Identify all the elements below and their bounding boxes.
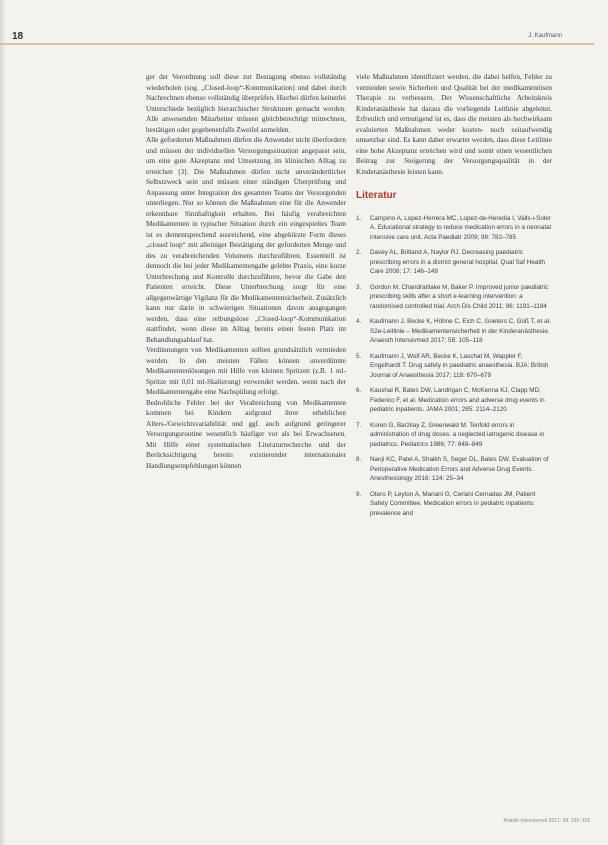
- reference-number: 4.: [356, 318, 362, 325]
- running-head: J. Kaufmann: [528, 33, 562, 39]
- body-paragraph: viele Maßnahmen identifiziert werden, die dabei helfen, Fehler zu vermeiden sowie Sicherheit und Qualität bei der medikamentösen Therapie zu verbessern. Der Wissenschaftliche Arbeitskreis Kinderanästhesie hat daraus die vorliegende Leitlinie abgeleitet. Erfreulich und ermutigend ist es, dass die meisten als hochwirksam evaluierten Maßnahmen weder kosten- noch zeitaufwendig umsetzbar sind. Es kann daher erwartet werden, dass diese Leitlinie eine hohe Akzeptanz erreichen wird und somit einen wesentlichen Beitrag zur Steigerung der Versorgungsqualität in der Kinderanästhesie leisten kann.: [356, 73, 552, 176]
- reference-item: [356, 386, 552, 415]
- reference-text: Koren G, Barzilay Z, Greenwald M. Tenfold errors in administration of drug doses: a neglected iatrogenic disease in pediatrics. Pediatrics 1986; 77: 848–849: [370, 421, 545, 448]
- reference-text: Davey AL, Britland A, Naylor RJ. Decreasing paediatric prescribing errors in a district general hospital. Qual Saf Health Care 2008; 17: 146–149: [370, 249, 545, 275]
- reference-list: [356, 214, 552, 519]
- reference-item: [356, 455, 552, 484]
- reference-item: [356, 317, 552, 346]
- reference-number: 1.: [356, 214, 362, 222]
- reference-item: [356, 490, 552, 519]
- reference-text: Otero P, Leyton A, Mariani G, Ceriani Cernadas JM, Patient Safety Committee. Medication errors in pediatric inpatients: prevalence and: [370, 490, 536, 517]
- reference-number: 5.: [356, 352, 362, 360]
- page-gutter-shadow: [0, 0, 6, 845]
- right-column: [356, 72, 552, 524]
- reference-number: 8.: [356, 456, 362, 463]
- page-footer: Anästh Intensivmed 2017; 58: 105–118: [503, 818, 590, 824]
- reference-text: Kaushal R, Bates DW, Landrigan C, McKenna KJ, Clapp MD, Federico F, et al. Medication errors and adverse drug events in pediatric inpatients. JAMA 2001; 285: 2114–2120: [370, 387, 545, 413]
- body-paragraph: Alle geforderten Maßnahmen dürfen die Anwender nicht überfordern und müssen der individuellen Versorgungssituation angepasst sein, um eine gute Akzeptanz und Umsetzung im klinischen Alltag zu erreichen [3]. Die Maßnahmen dürfen nicht unverändertlicher Selbstzweck sein und müssen einer ständigen Überprüfung und Anpassung unter Integration des gesamten Teams der Versorgenden unterliegen. Nur so können die Maßnahmen eine für die Anwender erkennbare Sinnhaftigkeit erhalten. Bei häufig verabreichten Medikamenten in typischer Situation durch ein eingespieltes Team ist es dementsprechend ausreichend, eine abgekürzte Form dieses „closed loop“ mit alleiniger Bestätigung der geforderten Menge und des zu verabreichenden Volumens durchzuführen. Essentiell ist dennoch die bei jeder Medikamentengabe gelebte Praxis, eine kurze Unterbrechung und Kontrolle durchzuführen, bevor die Gabe den Patienten erreicht. Diese Unterbrechung sorgt für eine allgegenwärtige Vigilanz für die Medikamentensicherheit. Zusätzlich kann nur darin in schwierigen Situationen davon ausgegangen werden, dass eine reibungslose „Closed-loop“-Kommunikation stattfindet, wenn diese im Alltag bereits einen festen Platz im Behandlungsablauf hat.: [146, 136, 346, 344]
- reference-number: 2.: [356, 249, 362, 256]
- page-number: 18: [12, 31, 24, 42]
- section-heading-literatur: Literatur: [356, 190, 397, 201]
- reference-item: [356, 214, 552, 243]
- body-paragraph: Verdünnungen von Medikamenten sollten grundsätzlich vermieden werden. In den meisten Fällen können unverdünnte Medikamentenlösungen mit Hilfe von kleinen Spritzen (z.B. 1 ml-Spritze mit 0,01 ml-Skalierung) verwendet werden, wenn nach der Medikamentengabe eine Nachspülung erfolgt.: [146, 346, 346, 396]
- reference-item: [356, 352, 552, 381]
- reference-item: [356, 283, 552, 312]
- reference-text: Nanji KC, Patel A, Shaikh S, Seger DL, Bates DW. Evaluation of Perioperative Medication Errors and Adverse Drug Events. Anesthesiology 2016; 124: 25–34: [370, 456, 549, 482]
- reference-text: Kaufmann J, Wolf AR, Becke K, Laschat M, Wappler F, Engelhardt T. Drug safety in paediatric anaesthesia. BJA: British Journal of Anaesthesia 2017; 118: 670–679: [370, 352, 549, 379]
- reference-number: 3.: [356, 283, 362, 291]
- left-column: [146, 72, 346, 471]
- reference-text: Campino A, Lopez-Herrera MC, Lopez-de-Heredia I, Valls-i-Soler A. Educational strategy to reduce medication errors in a neonatal intensive care unit. Acta Paediatr 2009; 98: 782–785: [370, 214, 551, 241]
- reference-number: 6.: [356, 387, 362, 394]
- reference-item: [356, 248, 552, 277]
- reference-number: 9.: [356, 490, 362, 498]
- reference-text: Gordon M, Chandratilake M, Baker P. Improved junior paediatric prescribing skills after a short e-learning intervention: a randomised controlled trial. Arch Dis Child 2011; 96: 1191–1194: [370, 283, 549, 310]
- reference-number: 7.: [356, 421, 362, 429]
- reference-text: Kaufmann J, Becke K, Höhne C, Eich C, Goeters C, Güß T, et al. S2e-Leitlinie – Medikamentensicherheit in der Kinderanästhesie. Anaesth Intensivmed 2017; 58: 105–118: [370, 318, 551, 344]
- body-paragraph: Bedrohliche Fehler bei der Verabreichung von Medikamenten kommen bei Kindern aufgrund ihrer erheblichen Alters-/Gewichtsvariabilität und ggf. auch aufgrund geringerer Versorgungsroutine wesentlich häufiger vor als bei Erwachsenen. Mit Hilfe einer systematischen Literaturrecherche und der Berücksichtigung bereits existierender internationaler Handlungsempfehlungen können: [146, 398, 346, 470]
- reference-item: [356, 421, 552, 450]
- body-paragraph: ger der Verordnung soll diese zur Bestagung ebenso vollständig wiederholen (sog. „Closed-loop“-Kommunikation) und dabei durch Nachrechnen ebenso vollständig überprüfen. Hierbei dürfen keinerlei Unterschiede bezüglich hierarchischer Strukturen gemacht werden. Alle anwesenden Mitarbeiter müssen gleichberechtigt mitrechnen, bestätigen oder gegebenenfalls Zweifel anmelden.: [146, 73, 346, 134]
- header-rule: [0, 43, 594, 45]
- page-header: [0, 27, 608, 49]
